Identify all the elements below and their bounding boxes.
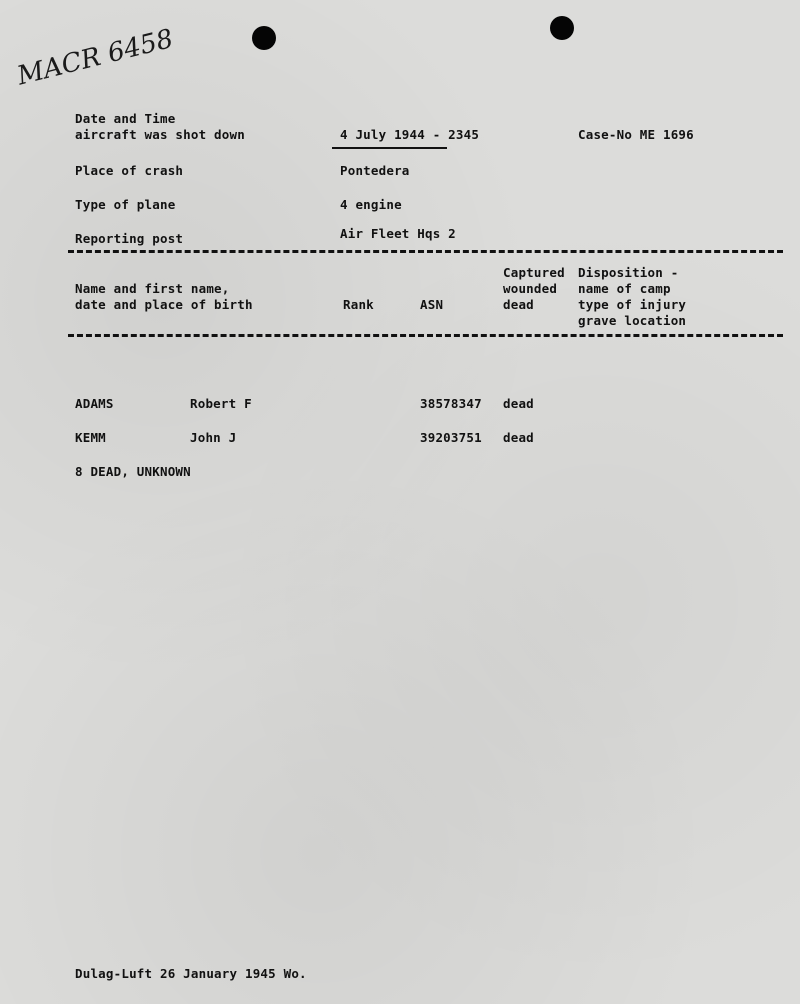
date-time-label-line1: Date and Time <box>75 111 176 126</box>
row-surname: KEMM <box>75 430 106 445</box>
case-number: Case-No ME 1696 <box>578 127 694 142</box>
row-first-name: Robert F <box>190 396 252 411</box>
col-captured-line2: wounded <box>503 281 558 296</box>
col-name-line1: Name and first name, <box>75 281 230 296</box>
row-status: dead <box>503 396 534 411</box>
col-disposition-line4: grave location <box>578 313 687 328</box>
col-captured-line3: dead <box>503 297 534 312</box>
place-label: Place of crash <box>75 163 184 178</box>
row-first-name: John J <box>190 430 237 445</box>
handwritten-macr-number: MACR 6458 <box>14 23 177 92</box>
unknown-dead-note: 8 DEAD, UNKNOWN <box>75 464 191 479</box>
col-rank: Rank <box>343 297 374 312</box>
punch-hole-right <box>550 16 574 40</box>
row-status: dead <box>503 430 534 445</box>
reporting-label: Reporting post <box>75 231 184 246</box>
col-disposition-line2: name of camp <box>578 281 671 296</box>
col-disposition-line3: type of injury <box>578 297 687 312</box>
reporting-value: Air Fleet Hqs 2 <box>340 226 456 241</box>
divider-top <box>68 250 783 253</box>
date-time-label-line2: aircraft was shot down <box>75 127 245 142</box>
row-asn: 38578347 <box>420 396 482 411</box>
col-asn: ASN <box>420 297 444 312</box>
date-time-value: 4 July 1944 - 2345 <box>340 127 480 142</box>
row-asn: 39203751 <box>420 430 482 445</box>
type-label: Type of plane <box>75 197 176 212</box>
divider-bottom <box>68 334 783 337</box>
footer-signature: Dulag-Luft 26 January 1945 Wo. <box>75 966 307 981</box>
handwritten-underline <box>332 147 447 149</box>
row-surname: ADAMS <box>75 396 114 411</box>
place-value: Pontedera <box>340 163 410 178</box>
punch-hole-left <box>252 26 276 50</box>
col-disposition-line1: Disposition - <box>578 265 679 280</box>
col-captured-line1: Captured <box>503 265 565 280</box>
type-value: 4 engine <box>340 197 402 212</box>
col-name-line2: date and place of birth <box>75 297 253 312</box>
